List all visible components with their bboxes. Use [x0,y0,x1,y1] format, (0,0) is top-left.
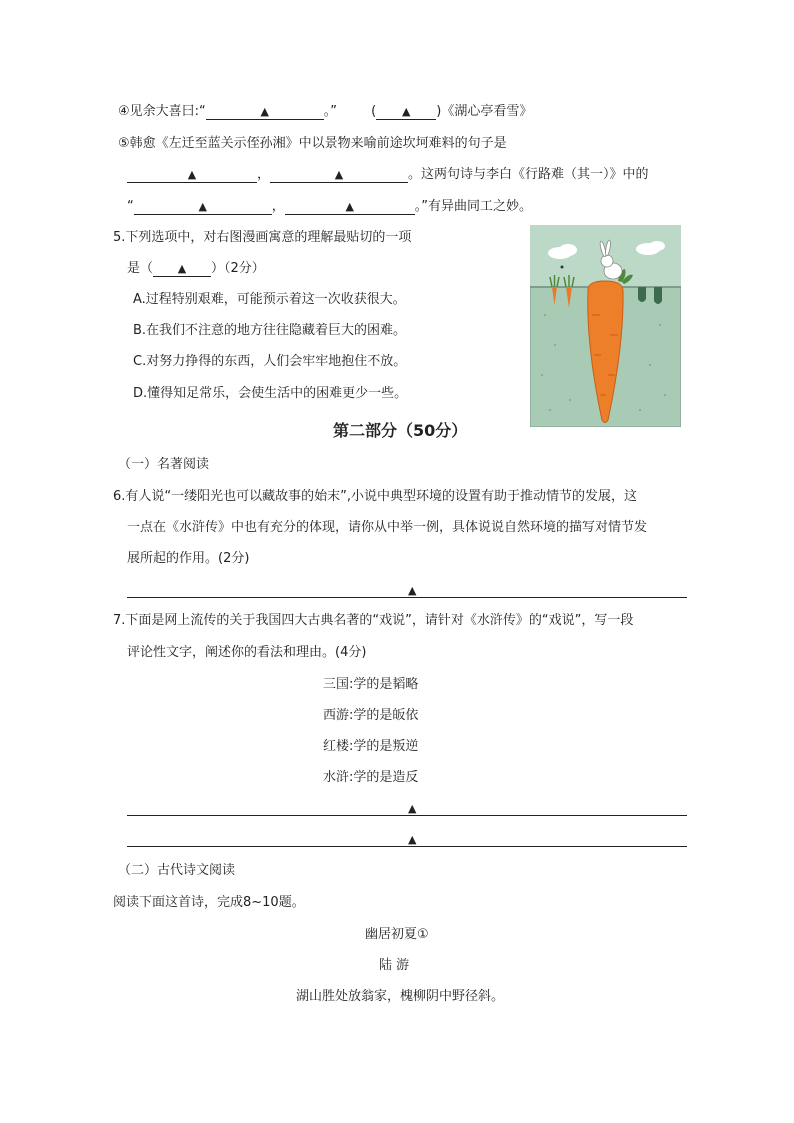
q4-answer-blank[interactable] [206,104,324,120]
comma: ， [257,167,271,182]
rabbit-head [601,255,613,267]
q4-prefix: ④见余大喜曰:“ [118,104,206,119]
blank-triangle: ▲ [177,262,187,275]
poem-author: 陆 游 [379,958,410,973]
poem-blank-3[interactable] [134,199,272,215]
blank-triangle: ▲ [334,168,344,181]
carrot-comic-image [530,225,681,427]
empty-hole [638,287,646,302]
q7-saying-xiyou: 西游:学的是皈依 [323,708,419,723]
q5-option-b: B.在我们不注意的地方往往隐藏着巨大的困难。 [133,323,407,338]
q6-line-1: 6.有人说“一缕阳光也可以藏故事的始末”,小说中典型环境的设置有助于推动情节的发展，这 [113,489,638,504]
open-quote: “ [127,199,134,214]
q4-suffix: 。” [323,104,338,119]
q6-answer-mark: ▲ [408,584,417,597]
q7-line-2: 评论性文字，阐述你的看法和理由。(4分) [127,645,367,660]
q4-source: 《湖心亭看雪》 [441,104,533,119]
poem-blank-4[interactable] [285,199,415,215]
section-title-classics: （一）名著阅读 [118,457,210,472]
q5-poem-question: ⑤韩愈《左迁至蓝关示侄孙湘》中以景物来喻前途坎坷难料的句子是 [118,136,507,151]
comma: ， [271,199,285,214]
poem-blank-2[interactable] [270,167,408,183]
q5-poem-answer-line1 [127,166,649,184]
blank-triangle: ▲ [260,105,270,118]
poem-title: 幽居初夏① [365,927,429,942]
q5-option-c: C.对努力挣得的东西，人们会牢牢地抱住不放。 [133,354,407,369]
q6-answer-line[interactable] [127,597,687,598]
q7-answer-line-2[interactable] [127,846,687,847]
q4-source-blank[interactable] [376,104,436,120]
q7-saying-shuihu: 水浒:学的是造反 [323,770,419,785]
poem-tail: 。这两句诗与李白《行路难（其一）》中的 [408,167,649,182]
fly [561,266,564,269]
q7-saying-sanguo: 三国:学的是韬略 [323,677,419,692]
q5-option-d: D.懂得知足常乐，会使生活中的困难更少一些。 [133,386,408,401]
q7-saying-honglou: 红楼:学的是叛逆 [323,739,419,754]
q5-option-a: A.过程特别艰难，可能预示着这一次收获很大。 [133,292,406,307]
cloud [649,241,665,251]
q7-answer-line-1[interactable] [127,815,687,816]
poem-tail-2: 。”有异曲同工之妙。 [414,199,533,214]
cloud [559,244,577,256]
q5-answer-blank[interactable] [153,261,211,277]
q6-line-2: 一点在《水浒传》中也有充分的体现，请你从中举一例，具体说说自然环境的描写对情节发 [127,520,648,535]
q6-line-3: 展所起的作用。(2分) [127,551,250,566]
blank-triangle: ▲ [345,200,354,213]
blank-triangle: ▲ [187,168,197,181]
empty-hole [654,287,662,304]
q5-stem2-prefix: 是（ [127,261,154,276]
q7-line-1: 7.下面是网上流传的关于我国四大古典名著的“戏说”，请针对《水浒传》的“戏说”，写一段 [113,613,634,628]
q4-line: ④见余大喜曰:“ ▲ 。” ( ▲ )《湖心亭看雪》 [118,104,533,119]
blank-triangle: ▲ [402,105,411,118]
blank-triangle: ▲ [198,200,207,213]
poem-line-1: 湖山胜处放翁家，槐柳阴中野径斜。 [296,989,505,1004]
q7-answer-mark-2: ▲ [408,833,417,846]
section-title-ancient-poetry: （二）古代诗文阅读 [118,863,236,878]
poem-blank-1[interactable] [127,167,257,183]
section-intro: 阅读下面这首诗，完成8~10题。 [113,895,305,910]
part2-heading: 第二部分（50分） [333,421,468,440]
q5-stem-2 [127,260,265,278]
q7-answer-mark-1: ▲ [408,802,417,815]
q5-stem: 5.下列选项中，对右图漫画寓意的理解最贴切的一项 [113,230,412,245]
q5-stem2-suffix: ）（2分） [211,261,265,276]
q5-poem-answer-line2 [127,198,532,216]
